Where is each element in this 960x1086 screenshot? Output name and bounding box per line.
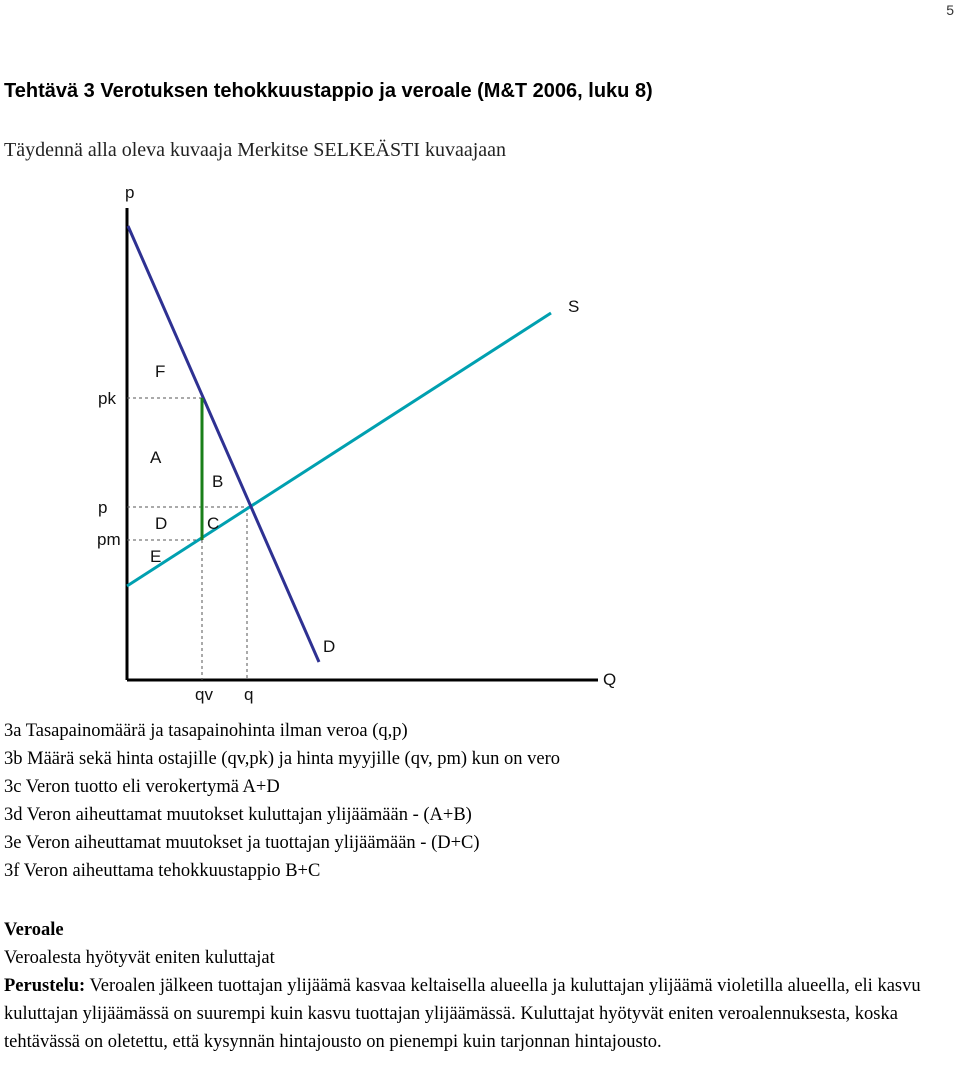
perustelu-label: Perustelu: <box>4 976 86 996</box>
area-d-label: D <box>155 514 168 533</box>
perustelu-paragraph <box>4 972 960 1056</box>
veroale-statement: Veroalesta hyötyvät eniten kuluttajat <box>4 948 275 968</box>
x-axis-label: Q <box>603 670 617 689</box>
pm-label: pm <box>97 530 121 549</box>
qv-label: qv <box>195 685 213 704</box>
answer-3f: 3f Veron aiheuttama tehokkuustappio B+C <box>4 861 321 881</box>
area-f-label: F <box>155 362 166 381</box>
answers-list <box>4 717 959 885</box>
supply-label: S <box>568 297 580 316</box>
area-b-label: B <box>212 472 224 491</box>
demand-label: D <box>323 637 336 656</box>
pk-label: pk <box>98 389 116 408</box>
area-c-label: C <box>207 514 220 533</box>
area-a-label: A <box>150 448 162 467</box>
veroale-heading: Veroale <box>4 920 64 940</box>
y-axis-label: p <box>125 183 135 202</box>
demand-curve <box>128 226 319 662</box>
answer-3e: 3e Veron aiheuttamat muutokset ja tuottajan ylijäämään - (D+C) <box>4 833 480 853</box>
answer-3b: 3b Määrä sekä hinta ostajille (qv,pk) ja hinta myyjille (qv, pm) kun on vero <box>4 749 561 769</box>
answer-3c: 3c Veron tuotto eli verokertymä A+D <box>4 777 280 797</box>
q-label: q <box>244 685 254 704</box>
answer-3d: 3d Veron aiheuttamat muutokset kuluttajan ylijäämään - (A+B) <box>4 805 472 825</box>
veroale-section <box>4 916 960 1056</box>
supply-curve <box>127 313 551 586</box>
p-label: p <box>98 498 108 517</box>
answer-3a: 3a Tasapainomäärä ja tasapainohinta ilman veroa (q,p) <box>4 721 408 741</box>
exercise-title: Tehtävä 3 Verotuksen tehokkuustappio ja veroale (M&T 2006, luku 8) <box>4 80 653 102</box>
perustelu-text: Veroalen jälkeen tuottajan ylijäämä kasvaa keltaisella alueella ja kuluttajan ylijäämä violetilla alueella, eli kasvu kuluttajan ylijäämässä on suurempi kuin kasvu tuottajan ylijäämässä. Kuluttajat hyötyvät eniten veroalennuksesta, koska tehtävässä on oletettu, että kysynnän hintajousto on pienempi kuin tarjonnan hintajousto. <box>4 976 921 1052</box>
page-number: 5 <box>946 2 954 18</box>
area-e-label: E <box>150 547 162 566</box>
instruction-text: Täydennä alla oleva kuvaaja Merkitse SELKEÄSTI kuvaajaan <box>4 139 507 161</box>
